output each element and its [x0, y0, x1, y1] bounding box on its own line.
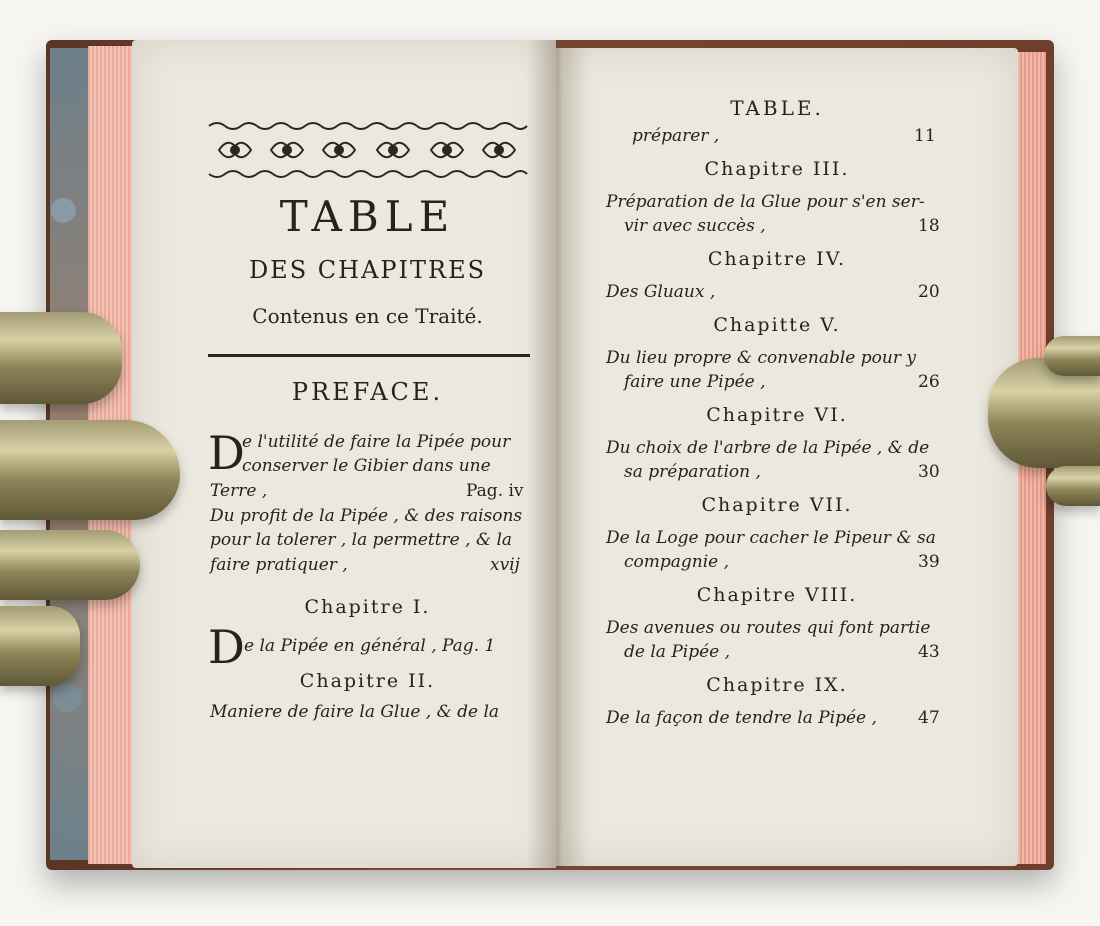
brass-hand-left	[0, 420, 180, 520]
page-number: 30	[918, 462, 940, 482]
brass-hand-left-upper	[0, 312, 122, 404]
entry-line: De la façon de tendre la Pipée ,	[606, 708, 877, 728]
title-rule	[208, 354, 530, 357]
dropcap-d: D	[208, 620, 245, 674]
entry-line: De la Loge pour cacher le Pipeur & sa	[606, 528, 936, 548]
running-header: TABLE.	[730, 96, 824, 120]
page-number: 47	[918, 708, 940, 728]
chapter-heading: Chapitre IV.	[707, 248, 847, 270]
page-number: xvij	[490, 555, 520, 575]
chapter-heading: Chapitte V.	[713, 314, 841, 336]
entry-line: Préparation de la Glue pour s'en ser-	[606, 192, 925, 212]
chapter-entry: e la Pipée en général , Pag. 1	[244, 636, 496, 656]
preface-line: e l'utilité de faire la Pipée pour	[242, 432, 511, 452]
entry-line: Du lieu propre & convenable pour y	[606, 348, 916, 368]
brass-hand-right-bottom	[1046, 466, 1100, 506]
chapter-heading: Chapitre IX.	[706, 674, 848, 696]
title-table: TABLE	[279, 192, 456, 241]
page-number: 39	[918, 552, 940, 572]
chapter-entry: Maniere de faire la Glue , & de la	[210, 702, 500, 722]
entry-line: préparer ,	[632, 126, 720, 146]
page-number: 11	[914, 126, 936, 146]
chapter-heading: Chapitre III.	[704, 158, 850, 180]
chapter-heading: Chapitre I.	[304, 596, 431, 618]
dropcap-d: D	[208, 426, 245, 480]
entry-line: vir avec succès ,	[624, 216, 766, 236]
page-number: 43	[918, 642, 940, 662]
entry-line: sa préparation ,	[624, 462, 761, 482]
preface-line: pour la tolerer , la permettre , & la	[210, 530, 513, 550]
entry-line: Des Gluaux ,	[606, 282, 716, 302]
title-contenus: Contenus en ce Traité.	[252, 304, 483, 328]
title-des-chapitres: DES CHAPITRES	[248, 256, 487, 284]
chapter-heading: Chapitre VIII.	[696, 584, 858, 606]
book-gutter	[526, 40, 590, 868]
preface-line: faire pratiquer ,	[210, 555, 348, 575]
chapter-heading: Chapitre II.	[299, 670, 436, 692]
preface-line: Du profit de la Pipée , & des raisons	[210, 506, 523, 526]
preface-heading: PREFACE.	[291, 378, 444, 406]
brass-hand-right-top	[1044, 336, 1100, 376]
page-number: 20	[918, 282, 940, 302]
page-number: 26	[918, 372, 940, 392]
brass-stand-left	[0, 606, 80, 686]
chapter-heading: Chapitre VI.	[706, 404, 848, 426]
page-number: 18	[918, 216, 940, 236]
entry-line: compagnie ,	[624, 552, 730, 572]
preface-line: Terre ,	[210, 481, 268, 501]
brass-hand-left-lower	[0, 530, 140, 600]
entry-line: Du choix de l'arbre de la Pipée , & de	[606, 438, 930, 458]
entry-line: de la Pipée ,	[624, 642, 731, 662]
entry-line: Des avenues ou routes qui font partie	[606, 618, 931, 638]
printers-ornament	[205, 118, 530, 182]
preface-line: conserver le Gibier dans une	[242, 456, 491, 476]
entry-line: faire une Pipée ,	[624, 372, 766, 392]
page-number: Pag. iv	[466, 481, 524, 501]
chapter-heading: Chapitre VII.	[701, 494, 853, 516]
